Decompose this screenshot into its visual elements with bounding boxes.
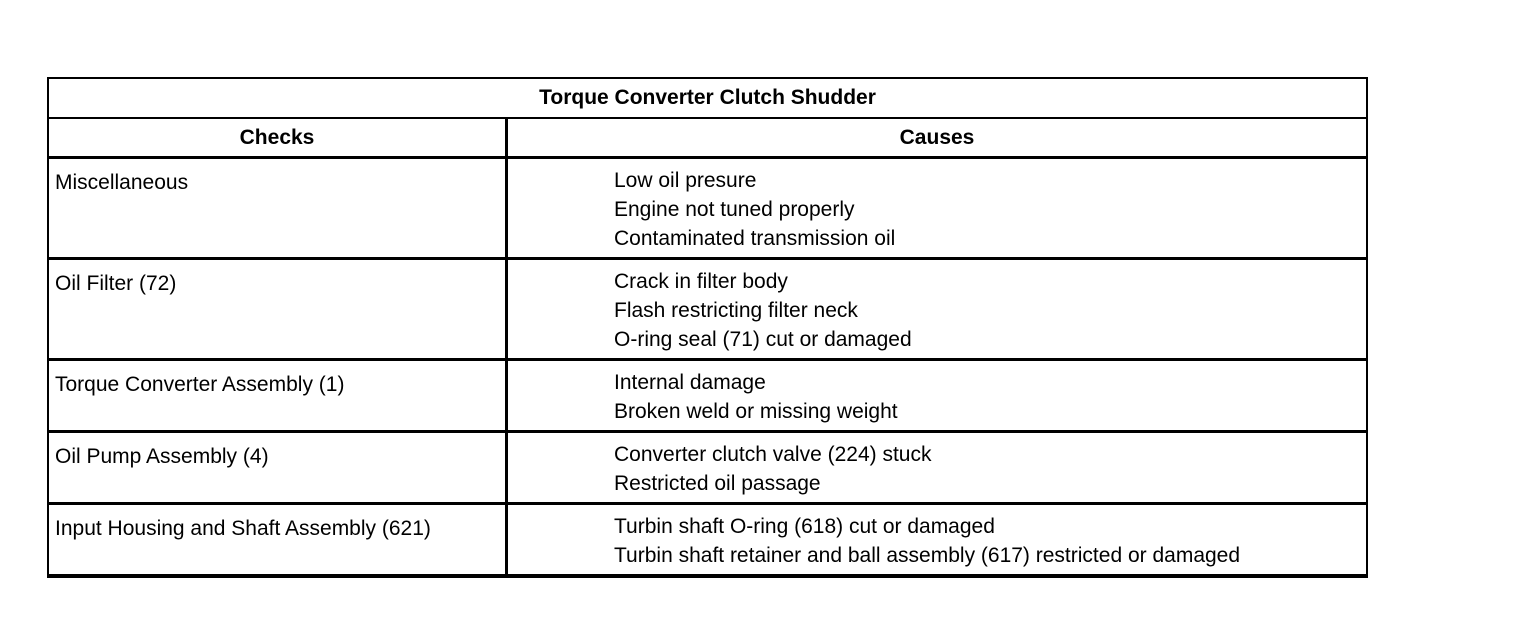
cause-item: Restricted oil passage bbox=[614, 472, 821, 495]
check-cell: Oil Pump Assembly (4) bbox=[49, 433, 508, 502]
cause-item: Turbin shaft O-ring (618) cut or damaged bbox=[614, 515, 995, 538]
causes-cell bbox=[508, 361, 1366, 430]
cause-item: Internal damage bbox=[614, 371, 766, 394]
cause-item: O-ring seal (71) cut or damaged bbox=[614, 328, 912, 351]
cause-item: Crack in filter body bbox=[614, 270, 788, 293]
check-cell: Miscellaneous bbox=[49, 159, 508, 257]
cause-item: Broken weld or missing weight bbox=[614, 400, 898, 423]
cause-item: Low oil presure bbox=[614, 169, 757, 192]
cause-item: Contaminated transmission oil bbox=[614, 227, 896, 250]
table-row bbox=[49, 361, 1366, 433]
causes-cell bbox=[508, 433, 1366, 502]
causes-cell bbox=[508, 260, 1366, 358]
causes-cell bbox=[508, 159, 1366, 257]
header-causes: Causes bbox=[899, 126, 975, 149]
causes-cell bbox=[508, 505, 1366, 574]
table-row bbox=[49, 433, 1366, 505]
check-cell: Oil Filter (72) bbox=[49, 260, 508, 358]
cause-item: Flash restricting filter neck bbox=[614, 299, 858, 322]
cause-item: Turbin shaft retainer and ball assembly (617) restricted or damaged bbox=[614, 544, 1241, 567]
cause-item: Converter clutch valve (224) stuck bbox=[614, 443, 932, 466]
header-checks: Checks bbox=[49, 119, 508, 156]
table-header-row bbox=[49, 119, 1366, 159]
shudder-table bbox=[47, 77, 1368, 578]
table-row bbox=[49, 260, 1366, 361]
table-row bbox=[49, 505, 1366, 576]
cause-item: Engine not tuned properly bbox=[614, 198, 855, 221]
check-cell: Torque Converter Assembly (1) bbox=[49, 361, 508, 430]
table-title: Torque Converter Clutch Shudder bbox=[49, 79, 1366, 119]
table-row bbox=[49, 159, 1366, 260]
check-cell: Input Housing and Shaft Assembly (621) bbox=[49, 505, 508, 574]
